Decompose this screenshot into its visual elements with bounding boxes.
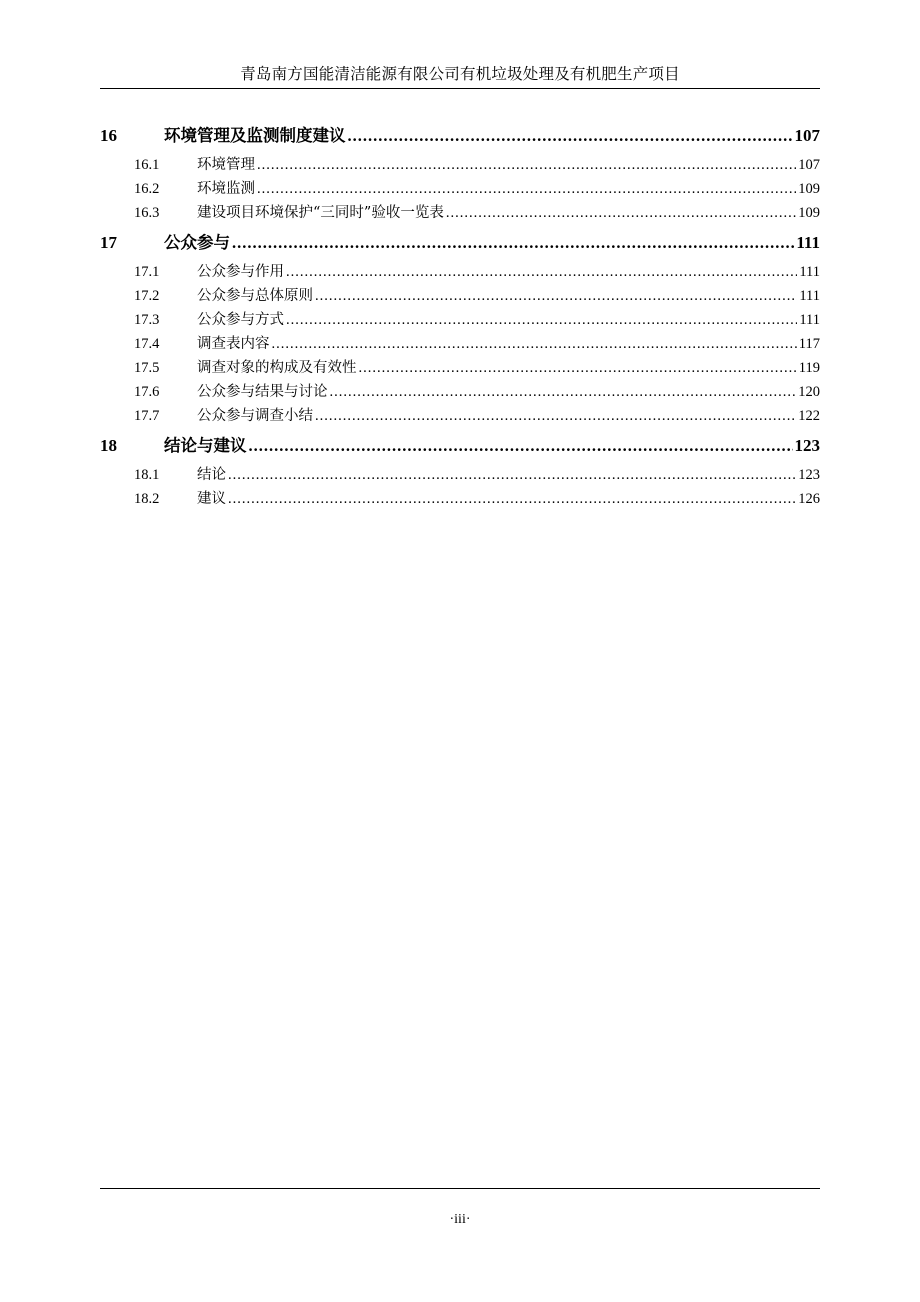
header-divider <box>100 88 820 89</box>
section-number: 17.3 <box>134 312 160 328</box>
section-title: 环境管理 <box>197 157 255 173</box>
section-number: 17.7 <box>134 408 160 424</box>
dot-leader <box>348 126 793 146</box>
section-number: 17.4 <box>134 336 160 352</box>
section-title: 调查表内容 <box>197 336 270 352</box>
section-page: 120 <box>798 384 820 400</box>
toc-section-17-6[interactable] <box>100 380 820 404</box>
dot-leader <box>257 181 796 198</box>
toc-section-18-1[interactable] <box>100 463 820 487</box>
section-title: 建议 <box>197 491 226 507</box>
chapter-title: 结论与建议 <box>164 436 247 455</box>
footer-divider <box>100 1188 820 1189</box>
dot-leader <box>446 205 796 222</box>
section-title: 调查对象的构成及有效性 <box>197 360 357 376</box>
section-page: 111 <box>799 288 820 304</box>
section-number: 18.2 <box>134 491 160 507</box>
table-of-contents <box>100 122 820 511</box>
toc-section-17-7[interactable] <box>100 404 820 428</box>
dot-leader <box>315 288 797 305</box>
section-number: 16.2 <box>134 181 160 197</box>
toc-section-16-1[interactable] <box>100 153 820 177</box>
section-title: 公众参与结果与讨论 <box>197 384 328 400</box>
dot-leader <box>232 233 794 253</box>
section-number: 16.3 <box>134 205 160 221</box>
section-number: 17.1 <box>134 264 160 280</box>
chapter-title: 公众参与 <box>164 233 230 252</box>
toc-chapter-17[interactable] <box>100 229 820 260</box>
toc-section-17-4[interactable] <box>100 332 820 356</box>
section-title: 环境监测 <box>197 181 255 197</box>
toc-section-17-3[interactable] <box>100 308 820 332</box>
section-page: 109 <box>798 181 820 197</box>
toc-section-18-2[interactable] <box>100 487 820 511</box>
page-header-title: 青岛南方国能清洁能源有限公司有机垃圾处理及有机肥生产项目 <box>240 65 680 83</box>
section-page: 122 <box>798 408 820 424</box>
section-number: 17.5 <box>134 360 160 376</box>
section-title: 公众参与方式 <box>197 312 284 328</box>
dot-leader <box>272 336 797 353</box>
dot-leader <box>286 264 797 281</box>
chapter-number: 16 <box>100 126 117 145</box>
dot-leader <box>228 491 796 508</box>
dot-leader <box>359 360 797 377</box>
dot-leader <box>249 436 793 456</box>
section-title: 结论 <box>197 467 226 483</box>
section-page: 109 <box>798 205 820 221</box>
section-title: 公众参与调查小结 <box>197 408 313 424</box>
dot-leader <box>315 408 796 425</box>
section-number: 17.6 <box>134 384 160 400</box>
section-title: 公众参与作用 <box>197 264 284 280</box>
section-page: 111 <box>799 264 820 280</box>
section-number: 18.1 <box>134 467 160 483</box>
dot-leader <box>228 467 796 484</box>
chapter-page: 111 <box>796 233 820 252</box>
dot-leader <box>286 312 797 329</box>
toc-chapter-18[interactable] <box>100 432 820 463</box>
section-number: 16.1 <box>134 157 160 173</box>
section-number: 17.2 <box>134 288 160 304</box>
dot-leader <box>330 384 797 401</box>
section-page: 111 <box>799 312 820 328</box>
chapter-number: 17 <box>100 233 117 252</box>
section-page: 107 <box>798 157 820 173</box>
toc-section-16-3[interactable] <box>100 201 820 225</box>
toc-section-17-5[interactable] <box>100 356 820 380</box>
dot-leader <box>257 157 796 174</box>
toc-section-17-2[interactable] <box>100 284 820 308</box>
section-page: 119 <box>798 360 820 376</box>
toc-chapter-16[interactable] <box>100 122 820 153</box>
chapter-page: 107 <box>794 126 820 145</box>
chapter-title: 环境管理及监测制度建议 <box>164 126 346 145</box>
section-page: 117 <box>798 336 820 352</box>
chapter-number: 18 <box>100 436 117 455</box>
footer-page-number: ·iii· <box>449 1212 471 1227</box>
chapter-page: 123 <box>794 436 820 455</box>
section-title: 公众参与总体原则 <box>197 288 313 304</box>
toc-section-17-1[interactable] <box>100 260 820 284</box>
toc-section-16-2[interactable] <box>100 177 820 201</box>
section-page: 126 <box>798 491 820 507</box>
section-page: 123 <box>798 467 820 483</box>
section-title: 建设项目环境保护“三同时”验收一览表 <box>197 205 444 221</box>
